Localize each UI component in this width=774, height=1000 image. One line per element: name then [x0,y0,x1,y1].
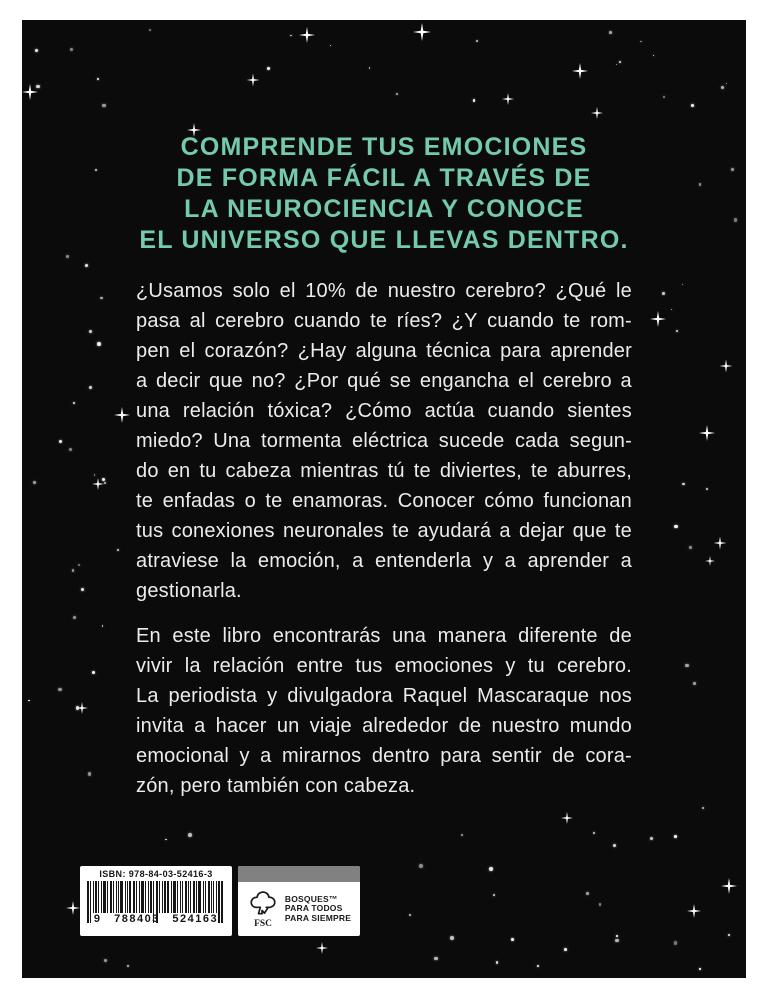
synopsis-line: tus conexiones neuronales te ayudará a dejar que te [136,520,632,542]
star-dot [59,440,62,443]
barcode-bar [203,881,204,913]
star-dot [616,935,618,937]
star-dot [537,965,539,967]
star-dot [653,55,654,56]
barcode-bar [182,881,183,913]
star-sparkle-icon [705,556,715,566]
barcode-bar [113,881,114,913]
barcode-bar [164,881,166,913]
synopsis-line: una relación tóxica? ¿Cómo actúa cuando sientes [136,400,632,422]
star-dot [188,833,192,837]
barcode-bar [205,881,206,913]
star-sparkle-icon [721,878,737,894]
star-dot [676,330,678,332]
fsc-certification-box [238,866,360,936]
book-back-cover [22,20,746,978]
barcode-bar [120,881,123,913]
tagline-line: EL UNIVERSO QUE LLEVAS DENTRO. [139,226,629,254]
star-sparkle-icon [699,425,715,441]
star-dot [476,40,479,43]
star-dot [685,664,688,667]
fsc-body [238,882,360,936]
star-sparkle-icon [561,812,573,824]
star-dot [72,569,75,572]
star-dot [674,835,677,838]
star-dot [35,49,39,53]
star-dot [693,682,696,685]
star-sparkle-icon [650,311,666,327]
star-dot [97,78,99,80]
barcode-bar [221,881,223,923]
star-dot [489,867,493,871]
star-dot [450,936,454,940]
barcode-bar [167,881,169,913]
star-dot [165,839,166,840]
synopsis-line: do en tu cabeza mientras tú te diviertes, te aburres, [136,460,632,482]
star-dot [619,61,621,63]
star-dot [102,478,105,481]
barcode-bar [125,881,126,913]
star-dot [330,45,331,46]
star-dot [97,342,101,346]
star-dot [674,525,678,529]
barcode-bar [216,881,217,913]
star-sparkle-icon [591,107,603,119]
star-dot [493,894,495,896]
star-dot [615,939,618,942]
star-dot [702,807,704,809]
tagline-line: LA NEUROCIENCIA Y CONOCE [184,195,584,223]
star-dot [616,64,618,66]
barcode-bar [188,881,189,913]
synopsis-paragraph-1 [136,276,632,606]
barcode-bar [150,881,152,913]
star-sparkle-icon [502,93,514,105]
star-dot [671,309,672,310]
star-dot [78,564,80,566]
star-dot [409,914,411,916]
fsc-gray-band [238,866,360,882]
cover-tagline [22,132,746,256]
barcode-box [80,866,232,936]
synopsis-line: En este libro encontrarás una manera diferente de [136,625,632,647]
star-dot [88,772,92,776]
barcode-bar [95,881,97,913]
fsc-tree-checkmark-icon [247,889,279,929]
star-dot [496,961,499,964]
star-dot [674,941,677,944]
star-sparkle-icon [413,23,431,41]
barcode-bar [173,881,176,913]
star-dot [586,892,589,895]
star-dot [28,700,29,701]
barcode-bar [133,881,135,913]
star-dot [36,85,40,89]
star-dot [434,957,437,960]
star-dot [396,93,399,96]
barcode-bar [145,881,146,913]
bottom-codes-row [80,866,360,936]
star-dot [100,297,103,300]
synopsis-line: zón, pero también con cabeza. [136,775,416,797]
fsc-slogan-line: BOSQUES™ [284,893,338,904]
star-sparkle-icon [247,74,260,87]
synopsis-line: ¿Usamos solo el 10% de nuestro cerebro? ¿Qué le [136,280,632,302]
barcode-bar [180,881,181,913]
synopsis-line: pasa al cerebro cuando te ríes? ¿Y cuando te rom- [136,310,632,332]
star-dot [70,48,73,51]
star-dot [599,903,602,906]
star-dot [89,330,92,333]
star-dot [117,549,120,552]
fsc-slogan-line: PARA TODOS [284,903,343,914]
star-dot [511,938,514,941]
synopsis-line: La periodista y divulgadora Raquel Mascaraque nos [136,685,632,707]
barcode-bar [90,881,91,923]
star-dot [102,104,106,108]
fsc-slogan-line: PARA SIEMPRE [284,912,352,923]
star-dot [104,959,107,962]
barcode-bar [218,881,220,923]
synopsis-line: vivir la relación entre tus emociones y tu cerebro. [136,655,632,677]
star-sparkle-icon [714,537,727,550]
synopsis-line: a decir que no? ¿Por qué se engancha el cerebro a [136,370,632,392]
barcode-bar [193,881,195,913]
barcode-bar [129,881,131,913]
star-dot [728,934,730,936]
barcode-bar [141,881,144,913]
star-dot [85,264,88,267]
star-dot [689,546,692,549]
star-dot [92,671,95,674]
star-dot [564,948,567,951]
barcode-digits: 9 788403 524163 [93,913,219,925]
star-dot [419,864,423,868]
barcode-bar [93,881,94,913]
barcode-bar [110,881,112,913]
star-dot [290,35,291,36]
synopsis-paragraph-2 [136,621,632,801]
star-dot [726,83,728,85]
barcode-bar [171,881,172,913]
barcode-bar [136,881,137,913]
fsc-acronym: FSC [254,918,272,929]
synopsis-line: invita a hacer un viaje alrededor de nuestro mundo [136,715,632,737]
star-dot [691,104,694,107]
star-dot [662,292,665,295]
barcode-bar [98,881,99,913]
star-sparkle-icon [299,27,315,43]
star-dot [721,86,724,89]
star-dot [613,844,616,847]
star-sparkle-icon [76,702,88,714]
star-dot [706,488,708,490]
barcode-bar [185,881,187,913]
star-dot [149,29,151,31]
star-dot [650,837,653,840]
barcode-bar [190,881,191,913]
barcode-bar [118,881,119,913]
synopsis-line: pen el corazón? ¿Hay alguna técnica para aprender [136,340,632,362]
star-dot [663,96,665,98]
star-dot [682,483,685,486]
star-dot [699,968,700,969]
star-dot [69,448,73,452]
star-dot [73,402,75,404]
star-dot [73,616,76,619]
barcode-bar [159,881,160,913]
star-dot [89,386,92,389]
barcode-bar [103,881,106,913]
barcode-bar [198,881,201,913]
barcode-bar [127,881,128,913]
star-dot [33,481,36,484]
star-dot [267,67,270,70]
star-dot [104,482,106,484]
star-dot [127,965,130,968]
barcode-bar [208,881,210,913]
barcode-bar [162,881,163,913]
barcode-bar [139,881,140,913]
star-dot [682,284,684,286]
star-dot [102,625,104,627]
star-dot [94,474,96,476]
star-sparkle-icon [687,904,701,918]
star-dot [473,99,475,101]
barcode-bar [196,881,197,913]
star-sparkle-icon [572,63,588,79]
star-sparkle-icon [66,901,80,915]
star-dot [593,832,595,834]
barcode-bar [87,881,89,923]
barcode-bar [213,881,214,913]
star-sparkle-icon [316,942,328,954]
tagline-line: COMPRENDE TUS EMOCIONES [180,133,588,161]
star-sparkle-icon [720,360,733,373]
tagline-line: DE FORMA FÁCIL A TRAVÉS DE [176,164,592,192]
synopsis-line: emocional y a mirarnos dentro para sentir de cora- [136,745,632,767]
synopsis-line: gestionarla. [136,580,242,602]
synopsis-line: te enfadas o te enamoras. Conocer cómo funcionan [136,490,632,512]
isbn-label: ISBN: 978-84-03-52416-3 [99,869,213,879]
barcode-bar [101,881,102,913]
star-dot [461,834,463,836]
star-dot [609,31,612,34]
barcode-bar [148,881,149,913]
synopsis-line: atraviese la emoción, a entenderla y a aprender a [136,550,632,572]
synopsis-line: miedo? Una tormenta eléctrica sucede cada segun- [136,430,632,452]
star-dot [640,41,642,43]
barcode-bar [107,881,108,913]
barcode-bar [177,881,178,913]
fsc-slogan [285,895,351,924]
star-sparkle-icon [114,407,130,423]
star-dot [58,688,61,691]
star-dot [81,588,84,591]
barcode-bar [211,881,212,913]
barcode-bar [116,881,117,913]
star-dot [369,67,370,68]
